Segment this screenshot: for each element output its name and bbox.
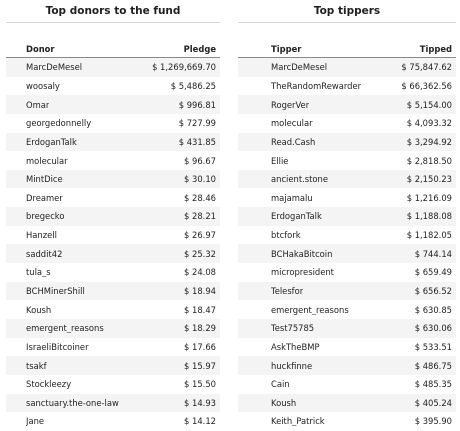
tipper-row — [238, 338, 456, 357]
donor-row-name: IsraeliBitcoiner — [26, 341, 89, 352]
donor-row-amount: $ 28.46 — [184, 192, 216, 203]
donors-title-divider — [6, 22, 220, 23]
tipper-row-amount: $ 533.51 — [414, 341, 452, 352]
tipper-row — [238, 375, 456, 394]
donor-row-name: saddit42 — [26, 248, 63, 259]
donor-row-amount: $ 14.12 — [184, 416, 216, 427]
donor-row — [6, 170, 220, 189]
tipper-row-name: AskTheBMP — [271, 341, 320, 352]
tippers-table — [238, 41, 456, 431]
donor-row — [6, 95, 220, 114]
tippers-rows — [238, 58, 456, 431]
tipper-row — [238, 151, 456, 170]
donors-rows — [6, 58, 220, 431]
donor-row — [6, 394, 220, 413]
tipper-row — [238, 282, 456, 301]
tipper-row-name: Koush — [271, 397, 297, 408]
donor-row-name: sanctuary.the-one-law — [26, 397, 119, 408]
tipper-row-name: ancient.stone — [271, 174, 329, 185]
donor-row — [6, 412, 220, 431]
tipped-column-header: Tipped — [419, 44, 452, 54]
tipper-row — [238, 356, 456, 375]
donor-row — [6, 356, 220, 375]
pledge-column-header: Pledge — [183, 44, 216, 54]
donor-row — [6, 151, 220, 170]
tipper-row-amount: $ 1,188.08 — [406, 211, 452, 222]
tippers-title: Top tippers — [313, 5, 381, 17]
donor-row-amount: $ 996.81 — [178, 99, 216, 110]
donor-row — [6, 58, 220, 77]
donor-row-amount: $ 14.93 — [184, 397, 216, 408]
tipper-row-name: emergent_reasons — [271, 304, 349, 315]
donor-row-name: tula_s — [26, 267, 51, 278]
tipper-row-amount: $ 630.85 — [414, 304, 452, 315]
tipper-row-name: Cain — [271, 379, 290, 390]
tipper-column-header: Tipper — [271, 44, 302, 54]
tipper-row-name: molecular — [271, 118, 313, 129]
donor-row — [6, 319, 220, 338]
donor-row-amount: $ 431.85 — [178, 136, 216, 147]
tipper-row-amount: $ 3,294.92 — [406, 136, 452, 147]
donor-row-amount: $ 15.50 — [184, 379, 216, 390]
tipper-row-amount: $ 395.90 — [414, 416, 452, 427]
tipper-row-amount: $ 2,150.23 — [406, 174, 452, 185]
donor-row — [6, 282, 220, 301]
tipper-row-amount: $ 744.14 — [414, 248, 452, 259]
tipper-row — [238, 244, 456, 263]
tipper-row-name: Telesfor — [271, 286, 304, 296]
donor-row-amount: $ 24.08 — [184, 267, 216, 278]
tipper-row-amount: $ 1,216.09 — [406, 192, 452, 203]
tipper-row — [238, 412, 456, 431]
tipper-row-amount: $ 659.49 — [414, 267, 452, 278]
tipper-row-name: Keith_Patrick — [271, 416, 325, 427]
donor-row-name: tsakf — [26, 360, 47, 371]
donor-row-name: Koush — [26, 304, 52, 315]
donor-row-name: Jane — [26, 416, 45, 427]
donor-row-amount: $ 25.32 — [184, 248, 216, 259]
donor-row — [6, 300, 220, 319]
tipper-row — [238, 188, 456, 207]
tipper-row-name: Ellie — [271, 155, 289, 166]
donor-row-amount: $ 18.29 — [184, 323, 216, 334]
tipper-row-amount: $ 2,818.50 — [406, 155, 452, 166]
donor-row-amount: $ 30.10 — [184, 174, 216, 185]
donor-row — [6, 338, 220, 357]
tipper-row-name: huckfinne — [271, 360, 313, 371]
tipper-row-amount: $ 75,847.62 — [401, 62, 452, 73]
tipper-row — [238, 263, 456, 282]
donor-row — [6, 188, 220, 207]
donor-row — [6, 133, 220, 152]
donor-row-name: MintDice — [26, 174, 63, 185]
donor-row-name: molecular — [26, 155, 68, 166]
tipper-row-name: RogerVer — [271, 99, 310, 110]
donor-row — [6, 226, 220, 245]
tipper-row-name: micropresident — [271, 267, 334, 278]
donor-row-name: Stockleezy — [26, 379, 72, 390]
donor-column-header: Donor — [26, 44, 55, 54]
tipper-row-amount: $ 405.24 — [414, 397, 452, 408]
tipper-row-name: btcfork — [271, 230, 301, 241]
donors-panel — [6, 0, 220, 431]
donor-row-amount: $ 727.99 — [178, 118, 216, 129]
donors-title: Top donors to the fund — [45, 5, 181, 17]
donor-row-name: woosaly — [26, 80, 60, 91]
donor-row-name: georgedonnelly — [26, 118, 92, 129]
donor-row-name: Dreamer — [26, 192, 63, 203]
donor-row — [6, 244, 220, 263]
tipper-row — [238, 319, 456, 338]
tippers-title-divider — [238, 22, 456, 23]
tipper-row-amount: $ 485.35 — [414, 379, 452, 390]
donor-row-amount: $ 26.97 — [184, 230, 216, 241]
tipper-row-amount: $ 656.52 — [414, 286, 452, 296]
donor-row — [6, 375, 220, 394]
tipper-row — [238, 394, 456, 413]
donor-row-amount: $ 17.66 — [184, 341, 216, 352]
donor-row-amount: $ 1,269,669.70 — [152, 62, 216, 73]
tipper-row — [238, 114, 456, 133]
donor-row — [6, 263, 220, 282]
tipper-row-name: MarcDeMesel — [271, 62, 328, 73]
tipper-row — [238, 77, 456, 96]
tipper-row — [238, 170, 456, 189]
donors-table — [6, 41, 220, 431]
donor-row-amount: $ 96.67 — [184, 155, 216, 166]
tipper-row-amount: $ 5,154.00 — [406, 99, 452, 110]
donors-header-row — [6, 41, 220, 58]
tipper-row-amount: $ 1,182.05 — [406, 230, 452, 241]
tipper-row-amount: $ 486.75 — [414, 360, 452, 371]
donor-row-name: BCHMinerShill — [26, 286, 85, 296]
tippers-header-row — [238, 41, 456, 58]
tippers-panel — [238, 0, 456, 431]
tipper-row — [238, 133, 456, 152]
tipper-row — [238, 300, 456, 319]
tipper-row-name: TheRandomRewarder — [271, 80, 362, 91]
tipper-row-name: Test75785 — [271, 323, 315, 334]
tipper-row-name: BCHakaBitcoin — [271, 248, 333, 259]
donor-row — [6, 114, 220, 133]
donor-row-amount: $ 15.97 — [184, 360, 216, 371]
donor-row — [6, 207, 220, 226]
tipper-row — [238, 207, 456, 226]
donor-row-amount: $ 18.47 — [184, 304, 216, 315]
tipper-row — [238, 226, 456, 245]
donor-row-name: ErdoganTalk — [26, 136, 77, 147]
donor-row-name: MarcDeMesel — [26, 62, 83, 73]
tipper-row-amount: $ 630.06 — [414, 323, 452, 334]
donor-row-name: emergent_reasons — [26, 323, 104, 334]
donor-row-amount: $ 5,486.25 — [170, 80, 216, 91]
donor-row-amount: $ 18.94 — [184, 286, 216, 296]
tipper-row-name: Read.Cash — [271, 136, 316, 147]
donor-row — [6, 77, 220, 96]
donor-row-name: Omar — [26, 99, 50, 110]
tipper-row — [238, 95, 456, 114]
donor-row-amount: $ 28.21 — [184, 211, 216, 222]
tipper-row-name: ErdoganTalk — [271, 211, 322, 222]
tipper-row-name: majamalu — [271, 192, 313, 203]
tipper-row-amount: $ 4,093.32 — [406, 118, 452, 129]
tipper-row-amount: $ 66,362.56 — [401, 80, 452, 91]
donor-row-name: Hanzell — [26, 230, 57, 241]
donor-row-name: bregecko — [26, 211, 65, 222]
tipper-row — [238, 58, 456, 77]
